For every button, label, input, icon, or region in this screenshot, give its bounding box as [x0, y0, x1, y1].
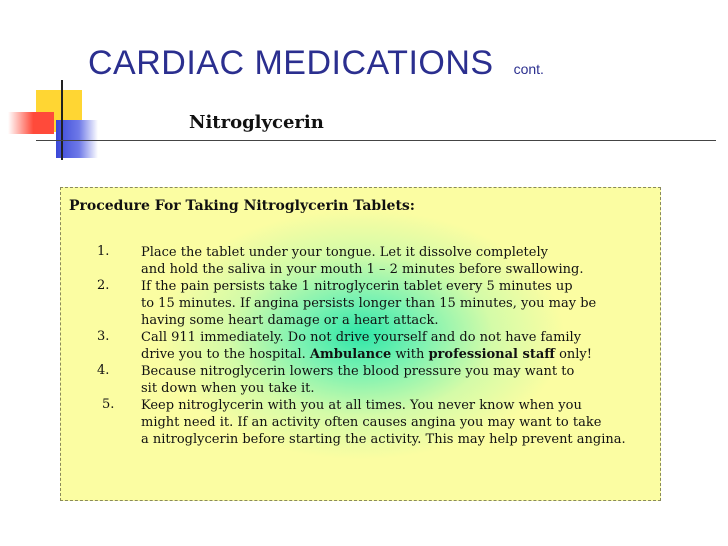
slide-title: CARDIAC MEDICATIONS	[88, 44, 494, 82]
step-text-line: Because nitroglycerin lowers the blood pressure you may want to	[141, 364, 575, 379]
step-text-line: to 15 minutes. If angina persists longer than 15 minutes, you may be	[141, 296, 597, 311]
step-number: 4.	[97, 363, 110, 378]
step-text-line: having some heart damage or a heart attack.	[141, 313, 439, 328]
procedure-step	[61, 329, 660, 363]
step-number: 3.	[97, 329, 110, 344]
slide-subtitle: Nitroglycerin	[189, 112, 324, 133]
step-text-line: sit down when you take it.	[141, 381, 315, 396]
procedure-step	[61, 397, 660, 448]
procedure-list	[61, 244, 660, 448]
step-text-line: might need it. If an activity often causes angina you may want to take	[141, 415, 602, 430]
decorative-vertical-line	[61, 80, 63, 160]
step-number: 5.	[102, 397, 115, 412]
procedure-step	[61, 278, 660, 329]
step-text-line: Call 911 immediately. Do not drive yourself and do not have family	[141, 330, 582, 345]
step-text-line: Keep nitroglycerin with you at all times. You never know when you	[141, 398, 582, 413]
procedure-step	[61, 363, 660, 397]
step-text-line: Place the tablet under your tongue. Let it dissolve completely	[141, 245, 548, 260]
emphasis-professional-staff: professional staff	[428, 347, 555, 362]
step-text-segment: drive you to the hospital.	[141, 347, 310, 362]
slide-title-suffix: cont.	[513, 61, 544, 77]
step-text-segment: with	[391, 347, 429, 362]
step-text-segment: only!	[554, 347, 592, 362]
step-number: 1.	[97, 244, 110, 259]
step-text-line	[141, 346, 660, 363]
step-text-line: If the pain persists take 1 nitroglycerin tablet every 5 minutes up	[141, 279, 573, 294]
step-text-line: and hold the saliva in your mouth 1 – 2 minutes before swallowing.	[141, 262, 584, 277]
step-text-line: a nitroglycerin before starting the activity. This may help prevent angina.	[141, 432, 626, 447]
procedure-step	[61, 244, 660, 278]
procedure-box	[60, 187, 661, 501]
decorative-red-bar	[8, 112, 54, 134]
step-number: 2.	[97, 278, 110, 293]
title-underline	[36, 140, 716, 141]
procedure-heading: Procedure For Taking Nitroglycerin Tablets:	[69, 198, 415, 214]
emphasis-ambulance: Ambulance	[309, 347, 392, 362]
slide-title-row	[88, 44, 544, 83]
